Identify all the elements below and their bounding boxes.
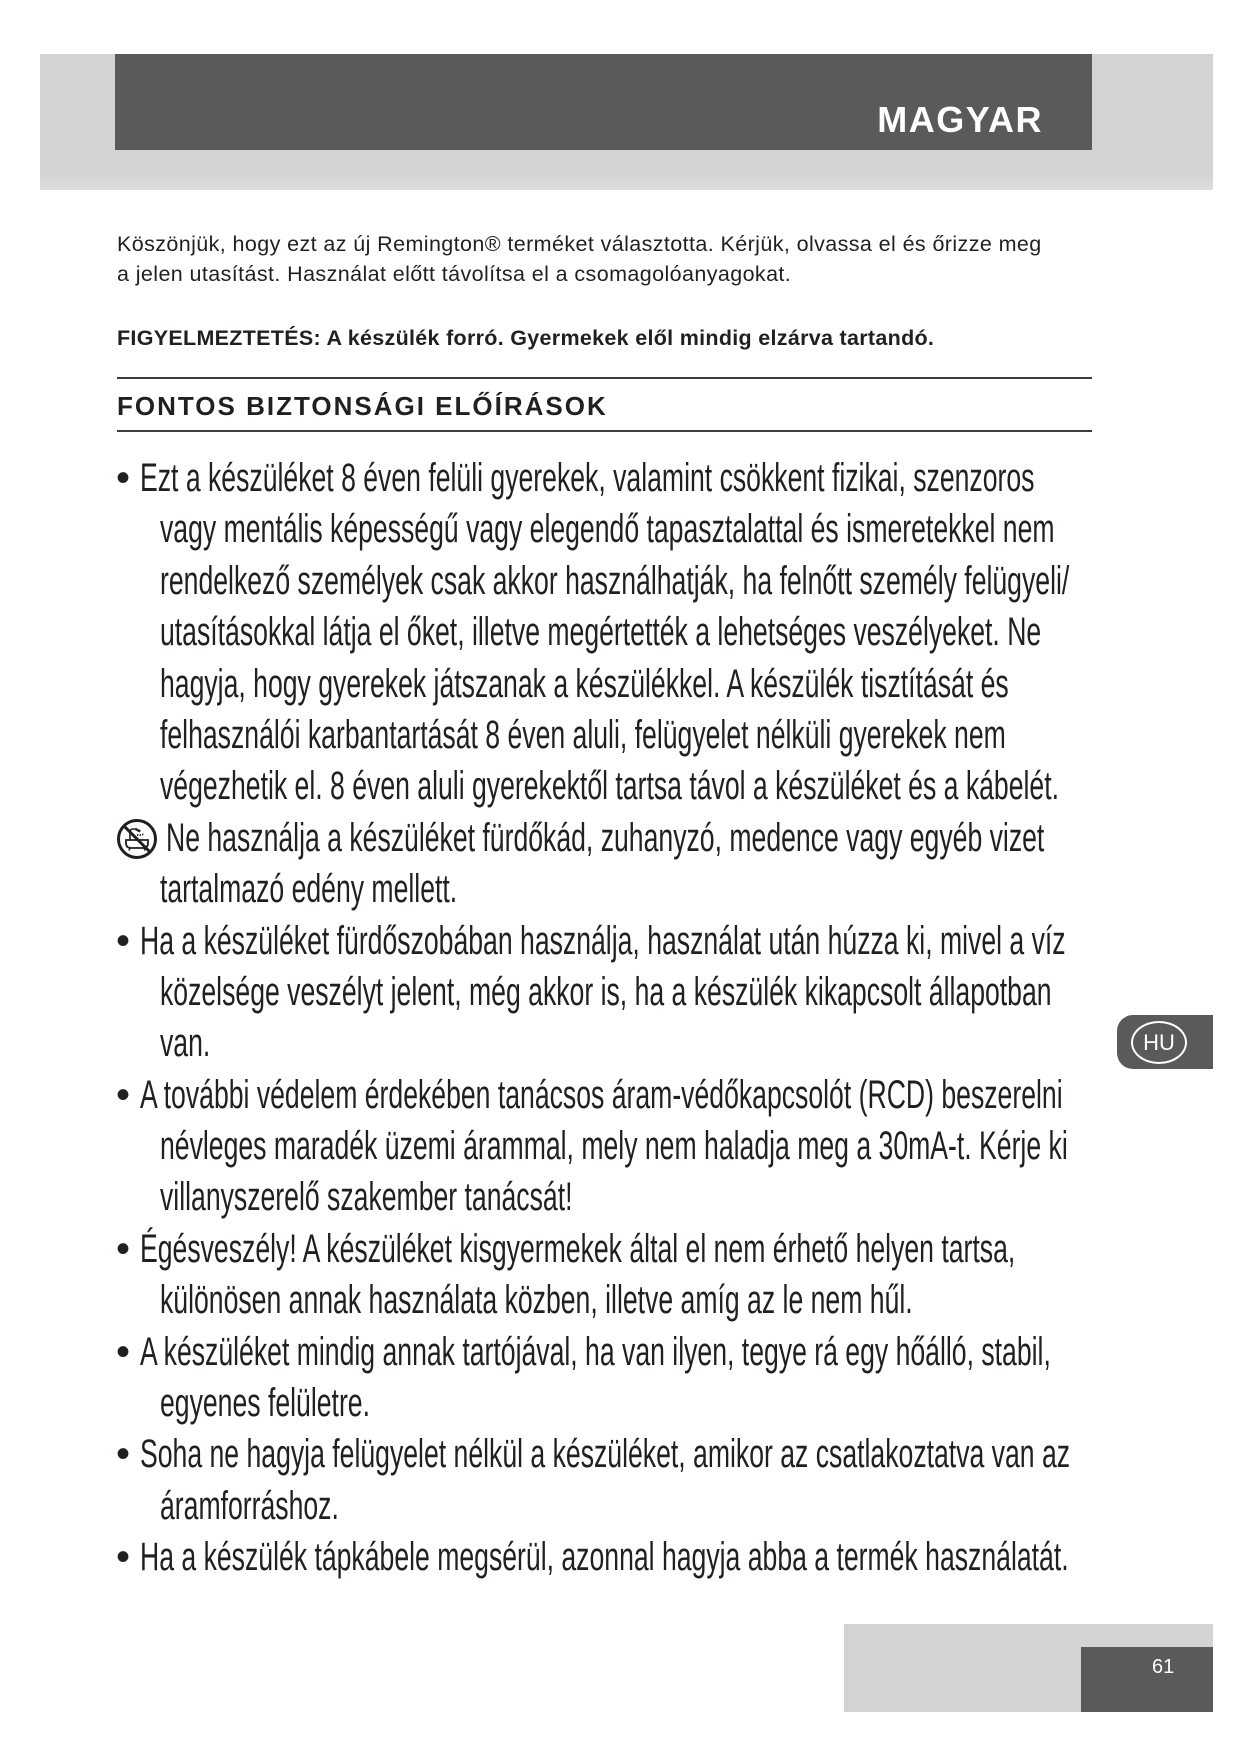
bullet: • — [116, 1535, 131, 1580]
item-line: Ezt a készüléket 8 éven felüli gyerekek, valamint csökkent fizikai, szenzoros — [140, 456, 1035, 500]
item-line: Ha a készülék tápkábele megsérül, azonnal hagyja abba a termék használatát. — [140, 1535, 1069, 1580]
item-line: villanyszerelő szakember tanácsát! — [160, 1175, 573, 1220]
intro-line: a jelen utasítást. Használat előtt távolítsa el a csomagolóanyagokat. — [117, 262, 792, 286]
item-line: tartalmazó edény mellett. — [160, 867, 458, 912]
bullet: • — [116, 1329, 131, 1374]
bullet: • — [116, 918, 131, 963]
item-line: Ne használja a készüléket fürdőkád, zuhanyzó, medence vagy egyéb vizet — [166, 815, 1045, 860]
item-line: felhasználói karbantartását 8 éven aluli, felügyelet nélküli gyerekek nem — [160, 712, 1006, 757]
list-item — [0, 1327, 1241, 1430]
bullet: • — [116, 1432, 131, 1477]
list-item — [0, 916, 1241, 1070]
list-item — [0, 813, 1241, 916]
language-code-badge: HU — [1131, 1021, 1187, 1064]
list-item — [0, 1070, 1241, 1224]
item-line: végezhetik el. 8 éven aluli gyerekektől tartsa távol a készüléket és a kábelét. — [160, 764, 1059, 809]
page-number-box — [1081, 1647, 1213, 1712]
item-line: közelsége veszélyt jelent, még akkor is, ha a készülék kikapcsolt állapotban — [160, 969, 1052, 1014]
page-number: 61 — [1152, 1656, 1175, 1678]
intro-line: Köszönjük, hogy ezt az új Remington® terméket választotta. Kérjük, olvassa el és őrizze meg — [117, 232, 1042, 256]
heading-rule-bottom — [117, 430, 1092, 432]
bullet: • — [116, 1226, 131, 1271]
list-item — [0, 1532, 1241, 1583]
intro-paragraph — [117, 229, 1042, 289]
item-line: egyenes felületre. — [160, 1381, 370, 1426]
item-line: Soha ne hagyja felügyelet nélkül a készüléket, amikor az csatlakoztatva van az — [140, 1432, 1071, 1477]
item-line: rendelkező személyek csak akkor használhatják, ha felnőtt személy felügyeli/ — [160, 558, 1070, 603]
bullet: • — [116, 456, 131, 500]
item-line: hagyja, hogy gyerekek játszanak a készülékkel. A készülék tisztítását és — [160, 661, 1009, 706]
item-line: utasításokkal látja el őket, illetve megértették a lehetséges veszélyeket. Ne — [160, 610, 1042, 655]
item-line: A készüléket mindig annak tartójával, ha van ilyen, tegye rá egy hőálló, stabil, — [140, 1329, 1051, 1374]
item-line: áramforráshoz. — [160, 1483, 339, 1528]
item-line: van. — [160, 1021, 211, 1066]
header-bar — [115, 54, 1092, 150]
item-line: névleges maradék üzemi árammal, mely nem haladja meg a 30mA-t. Kérje ki — [160, 1124, 1068, 1169]
item-line: Égésveszély! A készüléket kisgyermekek által el nem érhető helyen tartsa, — [140, 1226, 1016, 1271]
list-item — [0, 1224, 1241, 1327]
bullet: • — [116, 1072, 131, 1117]
safety-list — [0, 453, 1241, 1584]
item-line: Ha a készüléket fürdőszobában használja, használat után húzza ki, mivel a víz — [140, 918, 1066, 963]
list-item — [0, 1429, 1241, 1532]
item-line: vagy mentális képességű vagy elegendő tapasztalattal és ismeretekkel nem — [160, 507, 1055, 552]
section-heading: FONTOS BIZTONSÁGI ELŐÍRÁSOK — [117, 391, 608, 421]
language-side-tab — [1117, 1015, 1213, 1069]
language-title: MAGYAR — [877, 99, 1043, 140]
list-item — [0, 453, 1241, 813]
heading-rule-top — [117, 377, 1092, 379]
warning-text: FIGYELMEZTETÉS: A készülék forró. Gyermekek elől mindig elzárva tartandó. — [117, 326, 935, 350]
no-bathtub-icon — [116, 818, 158, 860]
item-line: különösen annak használata közben, illetve amíg az le nem hűl. — [160, 1278, 913, 1323]
item-line: A további védelem érdekében tanácsos áram-védőkapcsolót (RCD) beszerelni — [140, 1072, 1063, 1117]
